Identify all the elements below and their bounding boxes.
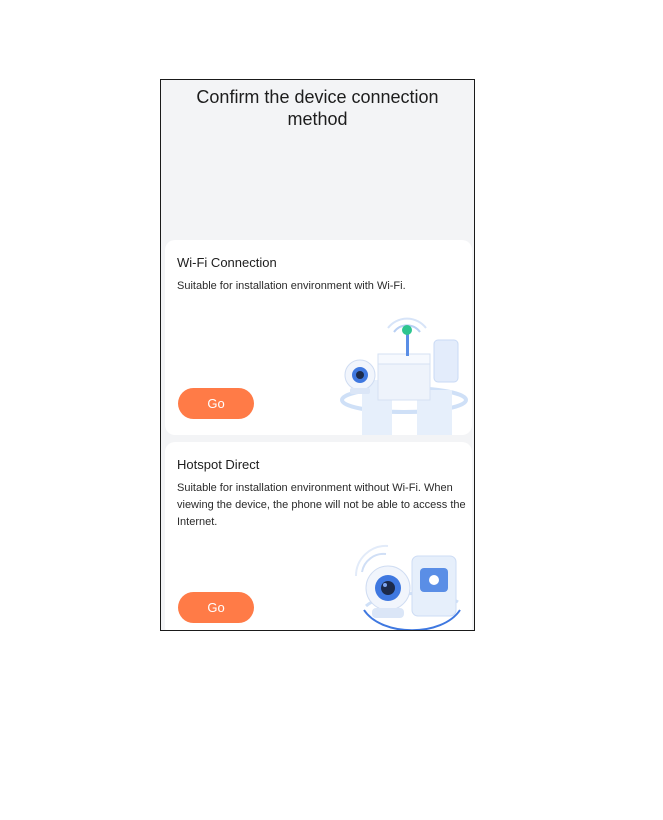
- phone-screen: [160, 79, 475, 631]
- hotspot-go-button[interactable]: Go: [178, 592, 254, 623]
- wifi-connection-title: Wi-Fi Connection: [177, 255, 277, 270]
- hotspot-direct-title: Hotspot Direct: [177, 457, 260, 472]
- hotspot-direct-card[interactable]: [165, 442, 472, 631]
- hotspot-direct-description: Suitable for installation environment without Wi-Fi. When viewing the device, the phone will not be able to access the Internet.: [177, 482, 466, 528]
- wifi-go-button[interactable]: Go: [178, 388, 254, 419]
- hotspot-camera-phone-illustration: [342, 542, 472, 631]
- wifi-connection-card[interactable]: [165, 240, 472, 435]
- wifi-connection-description: Suitable for installation environment with Wi-Fi.: [177, 280, 406, 292]
- page-title: Confirm the device connection method: [196, 87, 439, 129]
- wifi-camera-router-illustration: [322, 310, 472, 435]
